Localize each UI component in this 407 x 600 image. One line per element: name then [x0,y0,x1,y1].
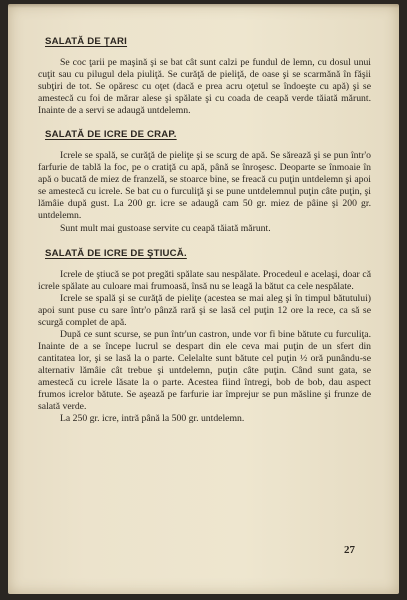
page-content [38,36,371,439]
section-salata-de-tari [38,36,371,117]
section-title: SALATĂ DE ICRE DE ŞTIUCĂ. [45,247,187,259]
section-title: SALATĂ DE ICRE DE CRAP. [45,129,177,141]
page-top-shadow [8,4,399,8]
section-salata-de-icre-de-crap [38,129,371,234]
section-paragraph: Se coc ţarii pe maşină şi se bat cât sunt calzi pe fundul de lemn, cu dosul unui cuţit sau cu pilugul dela piuliţă. Se curăţă de pieliţă, de oase şi se scarmănă în făşii subţiri de tot. Se opăresc cu oţet (dacă e prea acru oţetul se îndoeşte cu apă) şi se amestecă cu foi de mărar alese şi spălate şi cu coada de ceapă verde tăiată mărunt. Inainte de a servi se adaugă untdelemn. [38,57,371,117]
section-paragraph: La 250 gr. icre, intră până la 500 gr. untdelemn. [60,413,245,425]
section-paragraph: După ce sunt scurse, se pun într'un castron, unde vor fi bine bătute cu furculiţa. Inainte de a se începe lucrul se despart din ele ceva mai puţin de un sfert din cantitatea lor, şi se lasă la o parte. Celelalte sunt bătute cel puţin ½ oră punându-se alternativ lămâie cât trebue şi untdelemn, puţin câte puţin. Când sunt gata, se amestecă cu icrele lăsate la o parte. Acestea fiind întregi, bob de bob, dau aspect frumos icrelor bătute. Se aşează pe farfurie iar împrejur se pun măsline şi frunze de salată verde. [38,328,371,413]
section-paragraph: Icrele de ştiucă se pot pregăti spălate sau nespălate. Procedeul e acelaşi, doar că icrele spălate au culoare mai frumoasă, însă nu se leagă la bătut ca cele nespălate. [38,268,371,292]
section-paragraph: Icrele se spală, se curăţă de pieliţe şi se scurg de apă. Se sărează şi se pun într'o farfurie de tablă la foc, pe o cratiţă cu apă, până se înroşesc. Deoparte se înmoaie în apă o bucată de miez de franzelă, se stoarce bine, se freacă cu puţin untdelemn şi apoi se amestecă cu icrele. Se bat cu o furculiţă şi se pune untdelemnul puţin câte puţin, şi lămâie după gust. La 200 gr. icre se adaugă cam 50 gr. miez de pâine şi 200 gr. untdelemn. [38,150,371,222]
section-salata-de-icre-de-stiuca [38,248,371,426]
book-page [8,4,399,594]
section-paragraph: Icrele se spală şi se curăţă de pieliţe (acestea se mai aleg şi în timpul bătutului) apoi sunt puse cu sare într'o pânză rară şi se lasă cel puţin 12 ore la rece, ca să se scurgă complet de apă. [38,292,371,328]
section-title: SALATĂ DE ŢARI [45,36,128,47]
page-number: 27 [344,544,355,556]
section-paragraph: Sunt mult mai gustoase servite cu ceapă tăiată mărunt. [60,222,271,234]
